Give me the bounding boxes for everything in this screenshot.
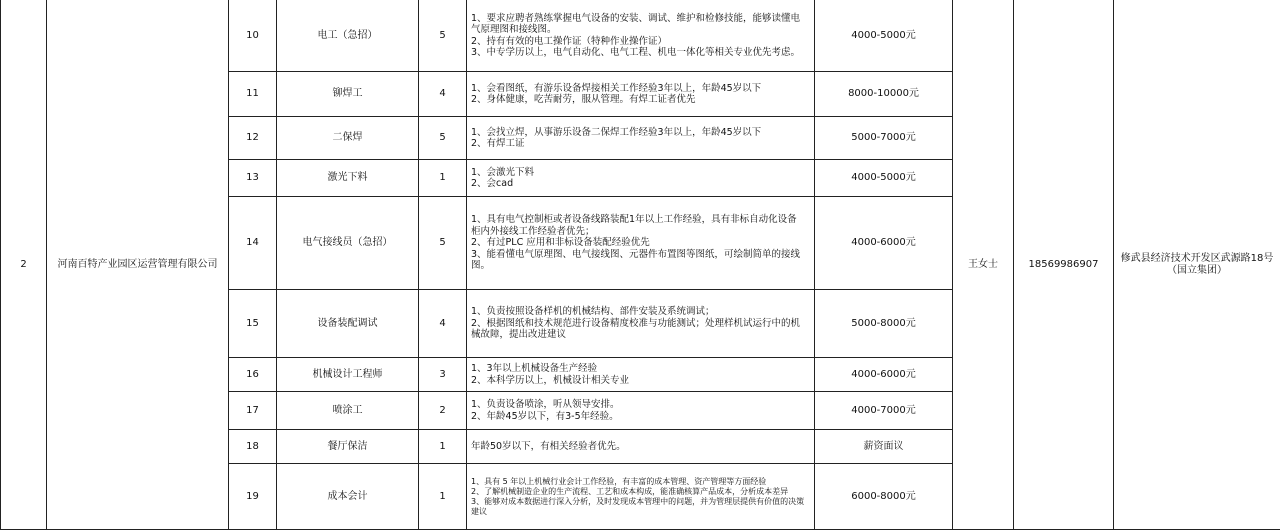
job-salary: 8000-10000元 [815,72,953,117]
job-title: 激光下料 [277,160,419,197]
job-title: 设备装配调试 [277,290,419,358]
job-salary: 4000-7000元 [815,392,953,430]
job-no: 18 [229,430,277,464]
job-title: 电工（急招） [277,0,419,72]
job-count: 2 [419,392,467,430]
job-no: 13 [229,160,277,197]
job-requirements: 1、会激光下料 2、会cad [467,160,815,197]
job-title: 二保焊 [277,117,419,160]
job-no: 12 [229,117,277,160]
table-row [1,0,1280,72]
job-count: 3 [419,358,467,392]
job-count: 1 [419,430,467,464]
job-salary: 5000-8000元 [815,290,953,358]
job-title: 铆焊工 [277,72,419,117]
job-count: 5 [419,117,467,160]
job-count: 4 [419,72,467,117]
job-no: 14 [229,197,277,290]
company-name-cell: 河南百特产业园区运营管理有限公司 [47,0,229,530]
phone-cell: 18569986907 [1014,0,1114,530]
job-salary: 4000-6000元 [815,197,953,290]
job-count: 4 [419,290,467,358]
job-title: 成本会计 [277,464,419,530]
job-requirements: 1、具有 5 年以上机械行业会计工作经验，有丰富的成本管理、资产管理等方面经验 2、了解机械制造企业的生产流程、工艺和成本构成，能准确核算产品成本，分析成本差异 3、能够对成本数据进行深入分析，及时发现成本管理中的问题，并为管理层提供有价值的决策建议 [467,464,815,530]
job-title: 喷涂工 [277,392,419,430]
job-salary: 4000-5000元 [815,0,953,72]
job-count: 1 [419,160,467,197]
job-requirements: 1、负责设备喷涂，听从领导安排。 2、年龄45岁以下，有3-5年经验。 [467,392,815,430]
contact-cell: 王女士 [953,0,1014,530]
job-title: 餐厅保洁 [277,430,419,464]
job-requirements: 1、会看图纸，有游乐设备焊接相关工作经验3年以上，年龄45岁以下 2、身体健康，吃苦耐劳，服从管理。有焊工证者优先 [467,72,815,117]
seq-cell: 2 [1,0,47,530]
job-salary: 6000-8000元 [815,464,953,530]
job-requirements: 1、3年以上机械设备生产经验 2、本科学历以上，机械设计相关专业 [467,358,815,392]
job-no: 10 [229,0,277,72]
address-cell: 修武县经济技术开发区武源路18号（国立集团） [1114,0,1280,530]
job-count: 1 [419,464,467,530]
job-salary: 薪资面议 [815,430,953,464]
job-count: 5 [419,197,467,290]
job-no: 11 [229,72,277,117]
job-requirements: 1、要求应聘者熟练掌握电气设备的安装、调试、维护和检修技能，能够读懂电气原理图和接线图。 2、持有有效的电工操作证（特种作业操作证） 3、中专学历以上，电气自动化、电气工程、机电一体化等相关专业优先考虑。 [467,0,815,72]
job-title: 电气接线员（急招） [277,197,419,290]
job-salary: 4000-6000元 [815,358,953,392]
job-no: 19 [229,464,277,530]
job-count: 5 [419,0,467,72]
job-no: 15 [229,290,277,358]
job-requirements: 年龄50岁以下，有相关经验者优先。 [467,430,815,464]
job-no: 17 [229,392,277,430]
job-requirements: 1、会找立焊，从事游乐设备二保焊工作经验3年以上，年龄45岁以下 2、有焊工证 [467,117,815,160]
job-requirements: 1、具有电气控制柜或者设备线路装配1年以上工作经验，具有非标自动化设备柜内外接线工作经验者优先； 2、有过PLC 应用和非标设备装配经验优先 3、能看懂电气原理图、电气接线图、元器件布置图等图纸，可绘制简单的接线图。 [467,197,815,290]
job-title: 机械设计工程师 [277,358,419,392]
job-salary: 4000-5000元 [815,160,953,197]
job-no: 16 [229,358,277,392]
job-requirements: 1、负责按照设备样机的机械结构、部件安装及系统调试； 2、根据图纸和技术规范进行设备精度校准与功能测试；处理样机试运行中的机械故障，提出改进建议 [467,290,815,358]
job-salary: 5000-7000元 [815,117,953,160]
